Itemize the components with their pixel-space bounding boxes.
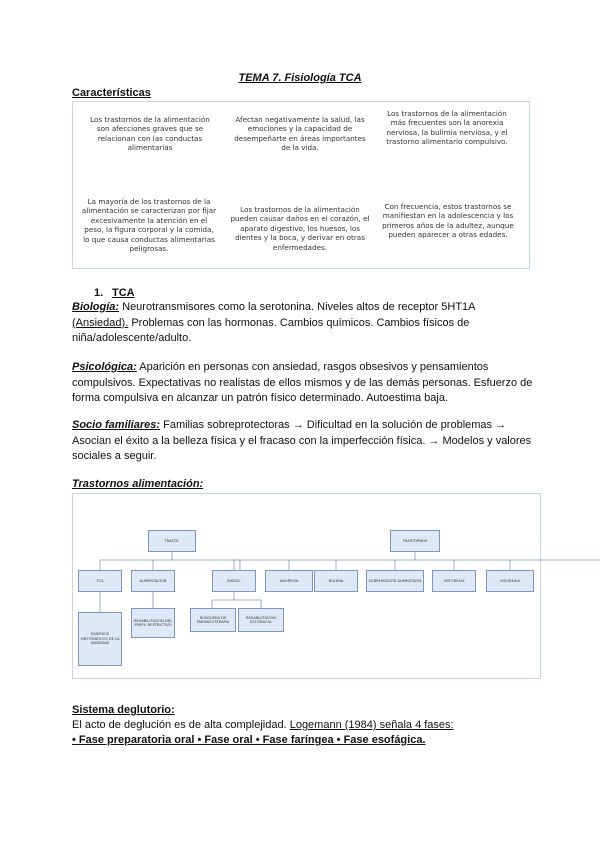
node-restrictivo: REHABILITACIÓN DEL PERFIL RESTRICTIVO xyxy=(131,608,175,638)
card-4: La mayoría de los trastornos de la alimentación se caracterizan por fijar excesivamente la atención en el peso, la figura corporal y la comida, lo que causa conductas alimentarias peligrosas. xyxy=(81,197,217,254)
socio-text: Familias sobreprotectoras → Dificultad en la solución de problemas → Asocian el éxito a la belleza física y el fracaso con la imperfección física. → Modelos y valores sociales a seguir. xyxy=(72,419,532,463)
node-tca: TCA xyxy=(78,570,122,592)
node-vigorexia: VIGOREXIA xyxy=(486,570,534,592)
biologia-text-1: Neurotransmisores como la serotonina. Niveles altos de receptor 5HT1A xyxy=(119,301,476,313)
card-6: Con frecuencia, estos trastornos se manifiestan en la adolescencia y los primeros años de la adultez, aunque pueden aparecer a otras edades. xyxy=(382,202,514,240)
trastornos-heading: Trastornos alimentación: xyxy=(72,478,204,490)
node-disfag: DISFAG. xyxy=(212,570,256,592)
card-1: Los trastornos de la alimentación son afecciones graves que se relacionan con las conductas alimentarias xyxy=(90,115,210,153)
node-bulimia: BULIMIA xyxy=(314,570,358,592)
socio-label: Socio familiares: xyxy=(72,419,161,431)
node-ortorexia: ORTOREXIA xyxy=(432,570,476,592)
card-3: Los trastornos de la alimentación más frecuentes son la anorexia nerviosa, la bulimia nerviosa, y el trastorno alimentario compulsivo. xyxy=(386,109,508,147)
node-sobreingesta: SOBREINGESTA ALIMENTARIA xyxy=(366,570,424,592)
sistema-line-1-link: Logemann (1984) señala 4 fases: xyxy=(289,719,454,731)
sistema-line-1 xyxy=(72,719,454,731)
biologia-label: Biología: xyxy=(72,301,120,313)
card-2: Afectan negativamente la salud, las emociones y la capacidad de desempeñarte en áreas importantes de la vida. xyxy=(234,115,366,153)
node-trastornos: TRASTORNOS xyxy=(390,530,440,552)
caracteristicas-heading: Características xyxy=(72,87,151,99)
psicologica-text: Aparición en personas con ansiedad, rasgos obsesivos y pensamientos compulsivos. Expectativas no realistas de ellos mismos y de las demás personas. Esfuerzo de forma compulsiva en alcanzar un patrón físico determinado. Autoestima baja. xyxy=(72,361,533,405)
node-anorexia: ANOREXIA xyxy=(265,570,313,592)
node-ansiedad: DIVERSOS SINTOMÁTICOS DE LA ANSIEDAD xyxy=(78,612,122,666)
tca-label: TCA xyxy=(112,287,135,299)
card-5: Los trastornos de la alimentación pueden causar daños en el corazón, el aparato digestivo, los huesos, los dientes y la boca, y derivar en otras enfermedades. xyxy=(230,205,370,252)
psicologica-label: Psicológica: xyxy=(72,361,137,373)
sistema-line-1-text: El acto de deglución es de alta complejidad. xyxy=(72,719,290,731)
page-title: TEMA 7. Fisiología TCA xyxy=(238,72,362,84)
biologia-link: (Ansiedad). xyxy=(72,316,129,329)
tca-number: 1. xyxy=(94,287,104,299)
node-estomacal: REHABILITACIÓN ESTOMACAL xyxy=(238,608,284,632)
node-alimentacion: ALIMENTACIÓN xyxy=(131,570,175,592)
sistema-heading: Sistema deglutorio: xyxy=(72,704,175,716)
node-farmacoterapia: BÚSQUEDA DE FARMACOTERAPIA xyxy=(190,608,236,632)
node-trasts: TRASTS. xyxy=(148,530,196,552)
sistema-phases: • Fase preparatoria oral • Fase oral • Fase faríngea • Fase esofágica. xyxy=(72,734,426,746)
biologia-text-2: Problemas con las hormonas. Cambios químicos. Cambios físicos de niña/adolescente/adulto. xyxy=(72,316,470,345)
